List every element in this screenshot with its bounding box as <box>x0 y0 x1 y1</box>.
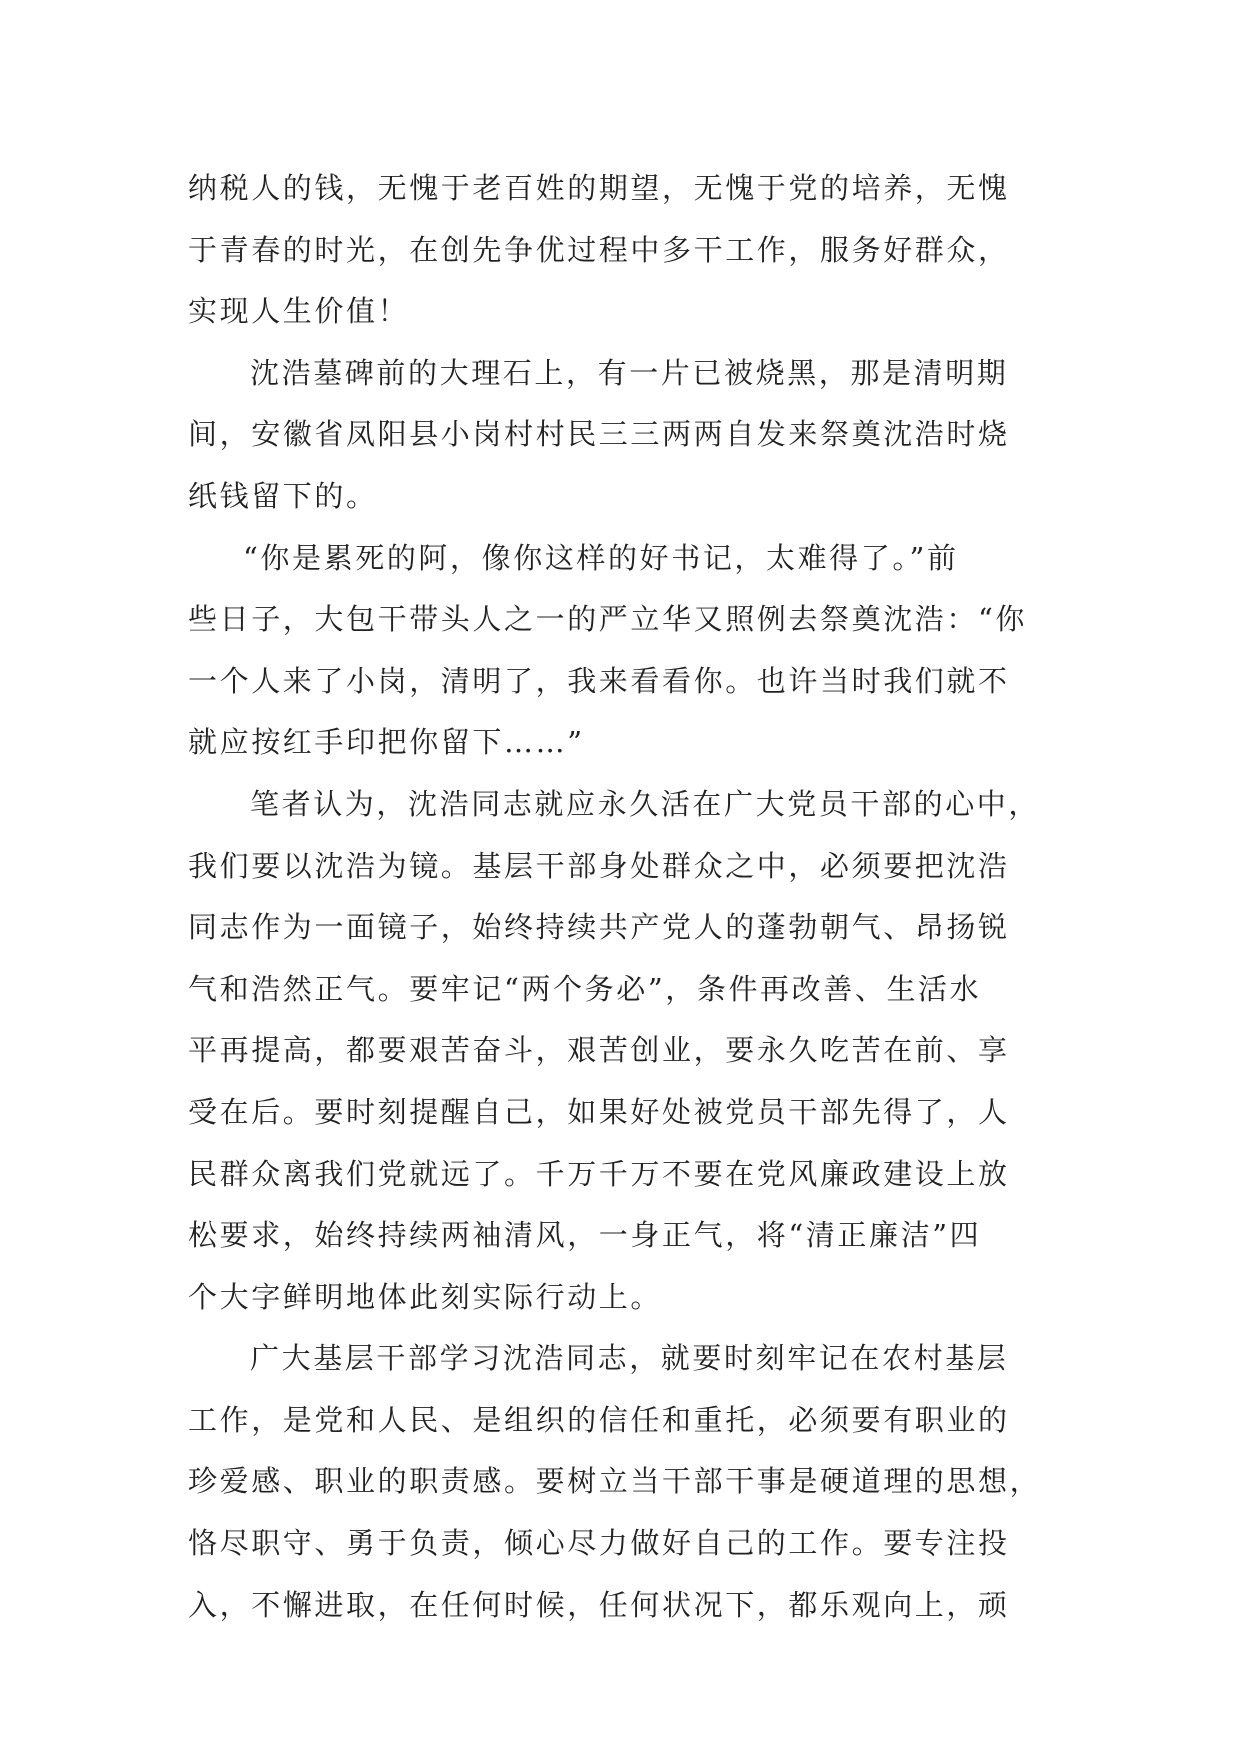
text-line: 个大字鲜明地体此刻实际行动上。 <box>188 1279 663 1314</box>
text-line: 些日子，大包干带头人之一的严立华又照例去祭奠沈浩：“你 <box>188 602 1028 637</box>
text-line: 入，不懈进取，在任何时候，任何状况下，都乐观向上，顽 <box>188 1587 1010 1622</box>
text-line: 我们要以沈浩为镜。基层干部身处群众之中，必须要把沈浩 <box>188 848 1010 883</box>
text-line: 松要求，始终持续两袖清风，一身正气，将“清正廉洁”四 <box>188 1218 982 1253</box>
text-line: 受在后。要时刻提醒自己，如果好处被党员干部先得了，人 <box>188 1094 1010 1129</box>
text-line: 间，安徽省凤阳县小岗村村民三三两两自发来祭奠沈浩时烧 <box>188 417 1010 452</box>
paragraph-first-line: 沈浩墓碑前的大理石上，有一片已被烧黑，那是清明期 <box>250 355 1009 390</box>
text-line: 于青春的时光，在创先争优过程中多干工作，服务好群众， <box>188 232 1010 267</box>
paragraph-first-line: 笔者认为，沈浩同志就应永久活在广大党员干部的心中， <box>250 786 1041 821</box>
text-line: 民群众离我们党就远了。千万千万不要在党风廉政建设上放 <box>188 1156 1010 1191</box>
body-text <box>188 158 1058 1636</box>
text-line: 同志作为一面镜子，始终持续共产党人的蓬勃朝气、昂扬锐 <box>188 910 1010 945</box>
text-line: 平再提高，都要艰苦奋斗，艰苦创业，要永久吃苦在前、享 <box>188 1033 1010 1068</box>
text-line: 气和浩然正气。要牢记“两个务必”，条件再改善、生活水 <box>188 971 982 1006</box>
text-line: 实现人生价值！ <box>188 294 410 329</box>
text-line: 就应按红手印把你留下……” <box>188 725 585 760</box>
text-line: 恪尽职守、勇于负责，倾心尽力做好自己的工作。要专注投 <box>188 1526 1010 1561</box>
text-line: 工作，是党和人民、是组织的信任和重托，必须要有职业的 <box>188 1402 1010 1437</box>
text-line: 纸钱留下的。 <box>188 478 378 513</box>
text-line: 纳税人的钱，无愧于老百姓的期望，无愧于党的培养，无愧 <box>188 171 1010 205</box>
text-line: 一个人来了小岗，清明了，我来看看你。也许当时我们就不 <box>188 663 1010 698</box>
text-line: 珍爱感、职业的职责感。要树立当干部干事是硬道理的思想， <box>188 1464 1042 1499</box>
paragraph-first-line: “你是累死的阿，像你这样的好书记，太难得了。”前 <box>243 540 959 575</box>
paragraph-first-line: 广大基层干部学习沈浩同志，就要时刻牢记在农村基层 <box>250 1341 1009 1376</box>
